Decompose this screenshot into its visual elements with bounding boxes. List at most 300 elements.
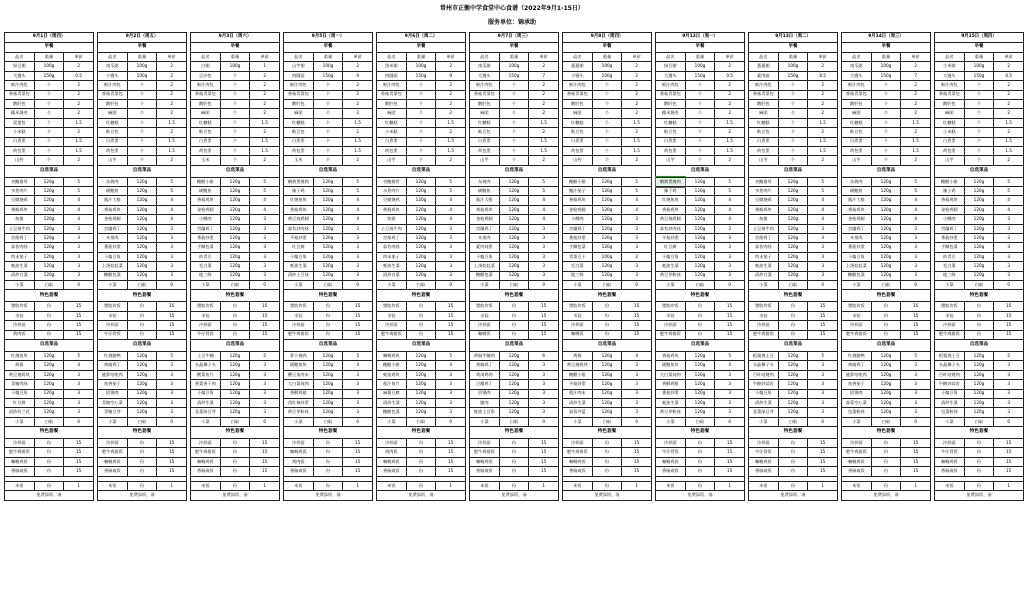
item-weight[interactable]: 份 [406, 330, 436, 339]
item-price[interactable]: 15 [436, 457, 466, 466]
item-weight[interactable]: 100g [592, 71, 622, 80]
item-price[interactable]: 3 [343, 224, 373, 233]
item-weight[interactable]: 个 [406, 109, 436, 118]
item-name[interactable]: 香菇青菜包 [935, 90, 965, 99]
item-price[interactable]: 3 [901, 408, 931, 417]
item-name[interactable]: 猪肋炸饭 [656, 302, 686, 311]
item-weight[interactable]: 120g [127, 196, 157, 205]
item-price[interactable]: 2 [901, 99, 931, 108]
item-price[interactable]: 2 [250, 81, 280, 90]
item-weight[interactable]: 120g [778, 177, 808, 186]
item-price[interactable]: 3 [250, 398, 280, 407]
item-weight[interactable]: 份 [406, 439, 436, 448]
item-price[interactable]: 3 [994, 234, 1024, 243]
item-name[interactable]: 鸡排 [5, 361, 35, 370]
item-weight[interactable]: 份 [313, 457, 343, 466]
item-name[interactable]: 冷拌面 [5, 321, 35, 330]
item-price[interactable]: 2 [622, 128, 652, 137]
item-name[interactable]: 香肠咸饭 [377, 467, 407, 476]
item-weight[interactable]: 120g [34, 196, 64, 205]
item-weight[interactable]: 个 [127, 137, 157, 146]
item-weight[interactable]: 份 [34, 467, 64, 476]
item-weight[interactable]: 份 [778, 457, 808, 466]
item-name[interactable]: 上汤娃娃菜 [98, 262, 128, 271]
item-price[interactable]: 2 [343, 156, 373, 165]
item-name[interactable]: 黄豆烧鸡块 [563, 361, 593, 370]
item-price[interactable]: 2 [901, 81, 931, 90]
item-name[interactable]: 牛仔骨饭 [935, 448, 965, 457]
item-price[interactable]: 3 [529, 361, 559, 370]
item-name[interactable]: 菠萝咕咾肉 [842, 370, 872, 379]
item-weight[interactable]: 120g [592, 205, 622, 214]
item-name[interactable]: 猪肋炸饭 [191, 302, 221, 311]
item-weight[interactable]: 120g [220, 224, 250, 233]
item-name[interactable]: 荷包蛋 [377, 146, 407, 155]
item-price[interactable]: 1.5 [64, 118, 94, 127]
item-price[interactable]: 15 [994, 467, 1024, 476]
item-price[interactable]: 1.5 [901, 118, 931, 127]
item-weight[interactable]: 个 [499, 118, 529, 127]
item-price[interactable]: 3 [157, 271, 187, 280]
item-price[interactable]: 4 [157, 196, 187, 205]
item-weight[interactable]: 白取 [592, 417, 622, 426]
item-name[interactable]: 干煸豆角 [749, 389, 779, 398]
item-price[interactable]: 4 [901, 196, 931, 205]
item-name[interactable]: 山药 [5, 156, 35, 165]
item-weight[interactable]: 120g [685, 252, 715, 261]
item-price[interactable]: 3 [64, 252, 94, 261]
item-name[interactable]: 清炒白菜 [749, 271, 779, 280]
item-price[interactable]: 2 [529, 90, 559, 99]
item-name[interactable]: 红豆腐 [656, 243, 686, 252]
item-price[interactable]: 0 [157, 417, 187, 426]
item-price[interactable]: 5 [808, 187, 838, 196]
item-price[interactable]: 3 [994, 380, 1024, 389]
item-weight[interactable]: 个 [406, 156, 436, 165]
item-weight[interactable]: 120g [313, 351, 343, 360]
item-weight[interactable]: 份 [592, 448, 622, 457]
item-name[interactable]: 鹅肝包 [935, 99, 965, 108]
item-weight[interactable]: 120g [778, 234, 808, 243]
item-weight[interactable]: 个 [964, 109, 994, 118]
item-weight[interactable]: 个 [592, 109, 622, 118]
item-weight[interactable]: 120g [127, 187, 157, 196]
item-price[interactable]: 4 [250, 196, 280, 205]
item-weight[interactable]: 120g [871, 252, 901, 261]
item-name[interactable]: 糖醋包菜 [98, 271, 128, 280]
item-name[interactable]: 咖喱鸡饭 [470, 457, 500, 466]
item-weight[interactable]: 个 [685, 156, 715, 165]
item-price[interactable]: 1.5 [157, 146, 187, 155]
item-name[interactable]: 糖醋包菜 [470, 271, 500, 280]
item-price[interactable]: 3 [715, 389, 745, 398]
item-price[interactable]: 2 [343, 128, 373, 137]
item-weight[interactable]: 120g [685, 187, 715, 196]
item-name[interactable]: 黄豆炖鸡腿 [284, 215, 314, 224]
item-name[interactable]: 肥牛鸡排饭 [191, 448, 221, 457]
item-price[interactable]: 2 [436, 128, 466, 137]
item-name[interactable]: 鸡排 [563, 351, 593, 360]
item-name[interactable]: 白煮蛋 [749, 137, 779, 146]
item-name[interactable]: 肉圆面 [284, 71, 314, 80]
item-name[interactable]: 小馒头 [563, 71, 593, 80]
item-name[interactable]: 白煮蛋 [377, 137, 407, 146]
item-name[interactable]: 肥牛鸡排饭 [749, 330, 779, 339]
item-weight[interactable]: 份 [685, 457, 715, 466]
item-name[interactable]: 水晶狮子头 [935, 361, 965, 370]
item-price[interactable]: 3 [808, 243, 838, 252]
item-name[interactable]: 上汤娃娃菜 [842, 262, 872, 271]
item-name[interactable]: 鹅肝包 [563, 99, 593, 108]
item-weight[interactable]: 份 [499, 330, 529, 339]
item-name[interactable]: 糖醋小排 [377, 361, 407, 370]
item-price[interactable]: 4 [994, 205, 1024, 214]
item-name[interactable]: 东坡肉 [470, 177, 500, 186]
item-name[interactable]: 肉末茄子 [749, 252, 779, 261]
item-weight[interactable]: 份 [127, 321, 157, 330]
item-price[interactable]: 15 [64, 467, 94, 476]
item-price[interactable]: 0.5 [64, 71, 94, 80]
item-price[interactable]: 2 [715, 81, 745, 90]
item-weight[interactable]: 120g [127, 252, 157, 261]
item-price[interactable]: 0 [343, 417, 373, 426]
item-weight[interactable]: 个 [592, 146, 622, 155]
item-name[interactable]: 干煸豆角 [842, 252, 872, 261]
item-price[interactable]: 3 [64, 370, 94, 379]
item-weight[interactable]: 120g [127, 215, 157, 224]
item-price[interactable]: 5 [343, 187, 373, 196]
item-weight[interactable]: 120g [34, 398, 64, 407]
item-weight[interactable]: 份 [499, 457, 529, 466]
item-price[interactable]: 15 [901, 439, 931, 448]
item-weight[interactable]: 120g [778, 262, 808, 271]
item-weight[interactable]: 份 [778, 302, 808, 311]
item-name[interactable]: 冷拌面 [191, 321, 221, 330]
item-price[interactable]: 3 [808, 370, 838, 379]
item-price[interactable]: 3 [529, 252, 559, 261]
item-name[interactable]: 鸡肉饭 [377, 448, 407, 457]
item-name[interactable]: 牛仔骨饭 [656, 448, 686, 457]
item-price[interactable]: 5 [808, 351, 838, 360]
item-price[interactable]: 3 [64, 262, 94, 271]
item-name[interactable]: 水煮肉片 [749, 187, 779, 196]
item-name[interactable]: 炒青豆 [935, 252, 965, 261]
item-price[interactable]: 3 [808, 234, 838, 243]
item-weight[interactable]: 个 [499, 109, 529, 118]
item-name[interactable]: 红糖糕 [656, 118, 686, 127]
item-price[interactable]: 15 [343, 311, 373, 320]
item-price[interactable]: 15 [994, 330, 1024, 339]
item-weight[interactable]: 白取 [499, 280, 529, 289]
item-name[interactable]: 香菇鸡块 [563, 196, 593, 205]
item-price[interactable]: 5 [64, 177, 94, 186]
item-name[interactable]: 粘豆包 [563, 128, 593, 137]
item-price[interactable]: 3 [715, 380, 745, 389]
item-weight[interactable]: 份 [592, 457, 622, 466]
item-weight[interactable]: 150g [871, 71, 901, 80]
item-price[interactable]: 5 [994, 177, 1024, 186]
item-name[interactable]: 糖醋小排 [935, 177, 965, 186]
item-price[interactable]: 15 [901, 302, 931, 311]
item-name[interactable]: 猪肋炸饭 [935, 302, 965, 311]
item-price[interactable]: 15 [529, 302, 559, 311]
item-price[interactable]: 3 [250, 215, 280, 224]
item-weight[interactable]: 份 [964, 467, 994, 476]
item-weight[interactable]: 120g [499, 262, 529, 271]
item-price[interactable]: 2 [715, 128, 745, 137]
item-price[interactable]: 15 [436, 439, 466, 448]
item-weight[interactable]: 120g [592, 361, 622, 370]
item-weight[interactable]: 120g [499, 351, 529, 360]
item-name[interactable]: 鹌鹑蛋烧肉 [656, 177, 686, 186]
item-price[interactable]: 15 [64, 321, 94, 330]
item-name[interactable]: 香肠咸饭 [98, 467, 128, 476]
item-name[interactable]: 清炒生菜 [191, 398, 221, 407]
item-price[interactable]: 4 [436, 196, 466, 205]
item-price[interactable]: 1.5 [250, 146, 280, 155]
item-price[interactable]: 15 [250, 467, 280, 476]
item-name[interactable]: 咖喱鸡饭 [5, 457, 35, 466]
item-name[interactable]: 金枪鸡腿 [98, 215, 128, 224]
item-weight[interactable]: 120g [313, 224, 343, 233]
item-name[interactable]: 香肠咸饭 [5, 467, 35, 476]
item-weight[interactable]: 120g [220, 380, 250, 389]
item-price[interactable]: 15 [808, 311, 838, 320]
item-price[interactable]: 3 [808, 398, 838, 407]
item-weight[interactable]: 120g [406, 252, 436, 261]
item-price[interactable]: 1.5 [157, 118, 187, 127]
item-name[interactable]: 麻团 [563, 109, 593, 118]
item-weight[interactable]: 个 [964, 146, 994, 155]
item-name[interactable]: 刷鲍鱼 [470, 187, 500, 196]
item-name[interactable]: 蚝油上豆角 [470, 408, 500, 417]
item-price[interactable]: 5 [715, 177, 745, 186]
item-price[interactable]: 2 [529, 128, 559, 137]
item-name[interactable]: 糖醋包菜 [377, 408, 407, 417]
item-weight[interactable]: 120g [685, 262, 715, 271]
item-price[interactable]: 3 [529, 262, 559, 271]
item-price[interactable]: 5 [157, 351, 187, 360]
item-weight[interactable]: 份 [964, 330, 994, 339]
item-weight[interactable]: 个 [685, 137, 715, 146]
item-price[interactable]: 5 [901, 177, 931, 186]
item-weight[interactable]: 120g [406, 262, 436, 271]
item-name[interactable]: 鲜汁肉包 [377, 81, 407, 90]
rice-unit[interactable]: 份 [34, 481, 64, 490]
rice-price[interactable]: 1 [343, 481, 373, 490]
item-weight[interactable]: 120g [964, 234, 994, 243]
item-weight[interactable]: 100g [685, 62, 715, 71]
item-price[interactable]: 15 [622, 467, 652, 476]
item-weight[interactable]: 份 [778, 439, 808, 448]
item-name[interactable]: 冷拌面 [284, 439, 314, 448]
item-name[interactable]: 豆腐烧鸡 [749, 196, 779, 205]
item-weight[interactable]: 120g [685, 234, 715, 243]
item-name[interactable]: 宫爆鸡丁 [563, 224, 593, 233]
item-price[interactable]: 0 [64, 417, 94, 426]
item-weight[interactable]: 120g [127, 271, 157, 280]
item-weight[interactable]: 120g [592, 234, 622, 243]
item-name[interactable]: 土豆炖牛肉 [5, 224, 35, 233]
item-name[interactable]: 香菇青菜包 [470, 90, 500, 99]
rice-name[interactable]: 米饭 [842, 481, 872, 490]
item-name[interactable]: 手撕包菜 [191, 243, 221, 252]
item-price[interactable]: 3 [157, 234, 187, 243]
item-weight[interactable]: 个 [313, 128, 343, 137]
item-name[interactable]: 小菜 [377, 417, 407, 426]
item-name[interactable]: 清炒生菜 [749, 398, 779, 407]
item-weight[interactable]: 份 [313, 467, 343, 476]
item-name[interactable]: 板栗烧土豆 [749, 351, 779, 360]
item-name[interactable]: 小米糕 [377, 128, 407, 137]
item-price[interactable]: 15 [529, 330, 559, 339]
item-weight[interactable]: 120g [220, 234, 250, 243]
item-weight[interactable]: 120g [964, 205, 994, 214]
item-price[interactable]: 15 [436, 448, 466, 457]
item-price[interactable]: 3 [622, 370, 652, 379]
item-price[interactable]: 5 [994, 351, 1024, 360]
item-name[interactable]: 清炒土豆丝 [284, 271, 314, 280]
item-weight[interactable]: 个 [871, 109, 901, 118]
item-price[interactable]: 2 [994, 109, 1024, 118]
item-weight[interactable]: 白取 [871, 417, 901, 426]
item-weight[interactable]: 份 [34, 311, 64, 320]
item-price[interactable]: 2 [901, 62, 931, 71]
item-weight[interactable]: 个 [220, 71, 250, 80]
item-price[interactable]: 0 [157, 280, 187, 289]
item-weight[interactable]: 个 [220, 81, 250, 90]
item-weight[interactable]: 120g [871, 187, 901, 196]
item-weight[interactable]: 个 [406, 137, 436, 146]
item-price[interactable]: 3 [715, 252, 745, 261]
item-weight[interactable]: 份 [592, 439, 622, 448]
item-price[interactable]: 2 [808, 99, 838, 108]
item-weight[interactable]: 120g [871, 370, 901, 379]
item-weight[interactable]: 份 [685, 448, 715, 457]
item-price[interactable]: 2 [436, 99, 466, 108]
item-name[interactable]: 鸡肉饭 [284, 457, 314, 466]
item-name[interactable]: 小菜 [470, 280, 500, 289]
item-name[interactable]: 咖喱鸡饭 [935, 457, 965, 466]
item-price[interactable]: 3 [250, 408, 280, 417]
item-weight[interactable]: 白取 [499, 417, 529, 426]
item-weight[interactable]: 100g [778, 62, 808, 71]
item-name[interactable]: 黄豆炖鸡腿 [656, 215, 686, 224]
item-price[interactable]: 0 [343, 280, 373, 289]
item-price[interactable]: 15 [715, 448, 745, 457]
item-name[interactable]: 香菇青菜包 [5, 90, 35, 99]
item-weight[interactable]: 120g [592, 398, 622, 407]
item-weight[interactable]: 份 [871, 467, 901, 476]
item-weight[interactable]: 白取 [127, 417, 157, 426]
item-name[interactable]: 鸡汤鸡肉 [470, 370, 500, 379]
item-weight[interactable]: 120g [592, 351, 622, 360]
item-price[interactable]: 1.5 [250, 137, 280, 146]
item-price[interactable]: 2 [343, 62, 373, 71]
item-price[interactable]: 2 [250, 128, 280, 137]
item-name[interactable]: 肥牛鸡排饭 [470, 448, 500, 457]
item-weight[interactable]: 100g [871, 62, 901, 71]
item-name[interactable]: 咖喱鸡饭 [656, 457, 686, 466]
item-weight[interactable]: 个 [34, 99, 64, 108]
item-price[interactable]: 2 [715, 156, 745, 165]
item-price[interactable]: 3 [436, 252, 466, 261]
item-name[interactable]: 肥牛鸡排饭 [563, 448, 593, 457]
item-name[interactable]: 小酥肉 [935, 215, 965, 224]
item-price[interactable]: 3 [250, 243, 280, 252]
item-price[interactable]: 2 [808, 128, 838, 137]
item-weight[interactable]: 100g [220, 62, 250, 71]
item-weight[interactable]: 120g [778, 408, 808, 417]
item-name[interactable]: 黄焖牛腩肉 [470, 351, 500, 360]
item-name[interactable]: 冷拌面 [842, 321, 872, 330]
item-name[interactable]: 小菜 [191, 417, 221, 426]
item-name[interactable]: 水饺 [98, 311, 128, 320]
item-price[interactable]: 2 [64, 62, 94, 71]
item-price[interactable]: 15 [250, 330, 280, 339]
item-name[interactable]: 水饺 [5, 311, 35, 320]
item-price[interactable]: 9 [343, 71, 373, 80]
item-price[interactable]: 15 [901, 448, 931, 457]
item-price[interactable]: 3 [808, 252, 838, 261]
item-weight[interactable]: 个 [127, 81, 157, 90]
item-name[interactable]: 干煸豆角 [656, 252, 686, 261]
item-name[interactable]: 酱汁大排 [470, 196, 500, 205]
item-weight[interactable]: 120g [685, 370, 715, 379]
item-price[interactable]: 15 [901, 311, 931, 320]
item-weight[interactable]: 120g [406, 370, 436, 379]
item-weight[interactable]: 120g [499, 398, 529, 407]
item-name[interactable]: 鹅肝包 [377, 99, 407, 108]
item-price[interactable]: 15 [529, 448, 559, 457]
item-weight[interactable]: 份 [592, 330, 622, 339]
item-weight[interactable]: 份 [220, 311, 250, 320]
item-weight[interactable]: 个 [220, 146, 250, 155]
item-name[interactable]: 猪肋炸饭 [377, 302, 407, 311]
item-price[interactable]: 0 [808, 280, 838, 289]
item-price[interactable]: 2 [250, 156, 280, 165]
item-price[interactable]: 3 [622, 234, 652, 243]
item-weight[interactable]: 个 [313, 109, 343, 118]
item-price[interactable]: 2 [622, 81, 652, 90]
item-name[interactable]: 土豆炖牛肉 [749, 224, 779, 233]
item-name[interactable]: 鱼香茄子 [98, 380, 128, 389]
item-price[interactable]: 1.5 [622, 118, 652, 127]
item-price[interactable]: 15 [343, 321, 373, 330]
item-price[interactable]: 2 [808, 81, 838, 90]
item-price[interactable]: 4 [808, 215, 838, 224]
item-price[interactable]: 5 [436, 187, 466, 196]
item-name[interactable]: 豆腐烧鸡 [5, 196, 35, 205]
item-name[interactable]: 茄汁肉末 [563, 389, 593, 398]
item-weight[interactable]: 120g [313, 389, 343, 398]
item-name[interactable]: 清炒西兰花 [5, 408, 35, 417]
item-name[interactable]: 香菇鸡块 [656, 351, 686, 360]
item-weight[interactable]: 个 [220, 99, 250, 108]
item-weight[interactable]: 白取 [685, 280, 715, 289]
item-price[interactable]: 4 [622, 196, 652, 205]
item-weight[interactable]: 120g [871, 234, 901, 243]
item-price[interactable]: 4 [715, 196, 745, 205]
item-weight[interactable]: 120g [964, 243, 994, 252]
item-weight[interactable]: 个 [406, 99, 436, 108]
item-weight[interactable]: 个 [220, 90, 250, 99]
item-name[interactable]: 番茄炒蛋 [842, 243, 872, 252]
item-weight[interactable]: 个 [778, 99, 808, 108]
item-price[interactable]: 4 [901, 205, 931, 214]
item-weight[interactable]: 120g [499, 196, 529, 205]
item-price[interactable]: 4 [64, 205, 94, 214]
